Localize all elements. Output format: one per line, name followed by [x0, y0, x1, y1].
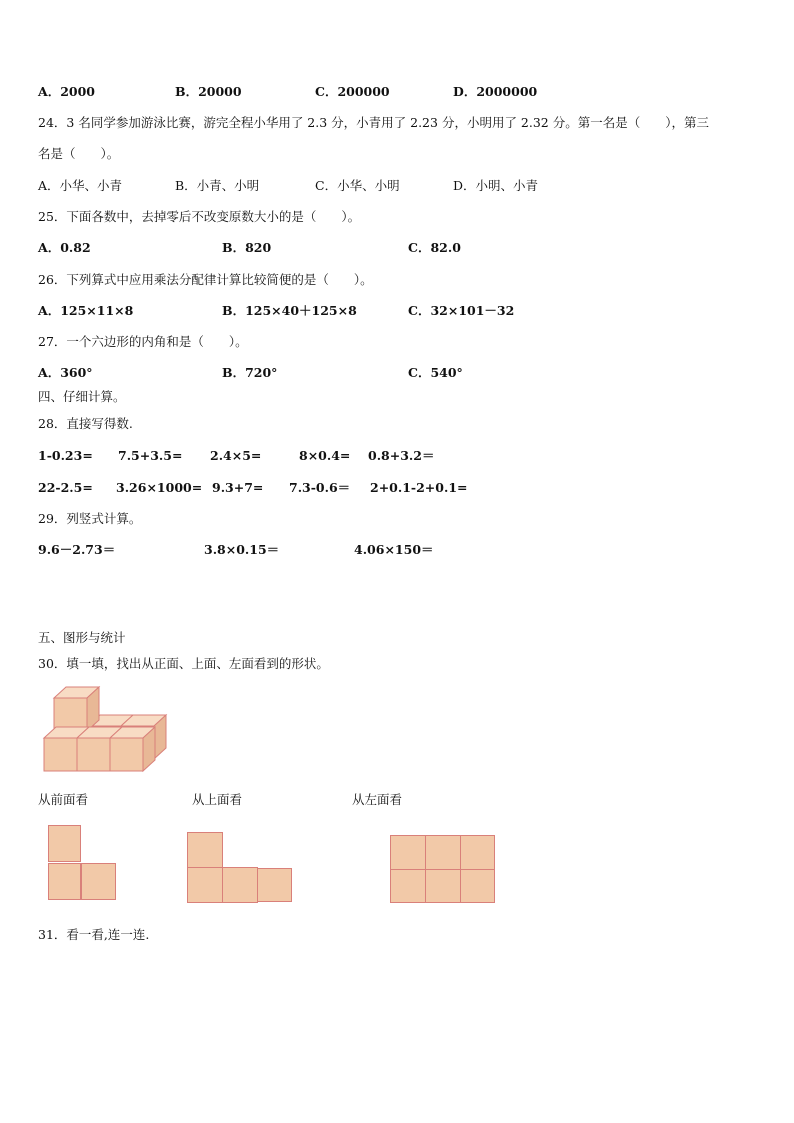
- q24-question-line1: 24．3 名同学参加游泳比赛，游完全程小华用了 2.3 分，小青用了 2.23 分，小明用了 2.32 分。第一名是（ ），第三: [38, 115, 709, 130]
- q25-option-b: B．820: [222, 240, 272, 255]
- label-front-view: 从前面看: [38, 792, 89, 807]
- section4-title: 四、仔细计算。: [38, 389, 126, 404]
- q24-option-d: D．小明、小青: [453, 178, 539, 193]
- view-square: [391, 836, 426, 870]
- q29-item2: 3.8×0.15＝: [204, 542, 280, 557]
- q25-option-a: A．0.82: [38, 240, 91, 255]
- q30-question: 30．填一填，找出从正面、上面、左面看到的形状。: [38, 656, 329, 671]
- q31-question: 31．看一看,连一连.: [38, 927, 150, 942]
- label-top-view: 从上面看: [192, 792, 243, 807]
- q28-r1-item5: 0.8+3.2＝: [368, 448, 435, 463]
- q24-question-line2: 名是（ ）。: [38, 146, 120, 161]
- q26-question: 26．下列算式中应用乘法分配律计算比较简便的是（ ）。: [38, 272, 373, 287]
- view-square: [461, 870, 495, 903]
- q29-question: 29．列竖式计算。: [38, 511, 142, 526]
- q28-r2-item5: 2+0.1-2+0.1=: [370, 480, 468, 495]
- view-square: [461, 836, 495, 870]
- q24-option-b: B．小青、小明: [175, 178, 260, 193]
- view-square: [188, 833, 223, 868]
- q28-r2-item4: 7.3-0.6＝: [289, 480, 351, 495]
- view-square: [49, 826, 81, 862]
- q28-r2-item3: 9.3+7=: [212, 480, 264, 495]
- top-view-shape: [187, 832, 295, 904]
- view-square: [391, 870, 426, 903]
- q27-option-c: C．540°: [408, 365, 463, 380]
- view-square: [82, 864, 116, 900]
- section5-title: 五、图形与统计: [38, 630, 126, 645]
- q27-question: 27．一个六边形的内角和是（ ）。: [38, 334, 248, 349]
- q28-r2-item2: 3.26×1000=: [116, 480, 203, 495]
- q28-question: 28．直接写得数.: [38, 416, 133, 431]
- q25-option-c: C．82.0: [408, 240, 461, 255]
- view-square: [258, 869, 292, 902]
- q28-r1-item2: 7.5+3.5=: [118, 448, 183, 463]
- q26-option-a: A．125×11×8: [38, 303, 134, 318]
- q27-option-a: A．360°: [38, 365, 93, 380]
- q28-r1-item1: 1-0.23=: [38, 448, 93, 463]
- left-view-shape: [390, 835, 498, 905]
- view-square: [49, 864, 81, 900]
- view-square: [426, 870, 461, 903]
- q26-option-c: C．32×101－32: [408, 303, 515, 318]
- q24-option-c: C．小华、小明: [315, 178, 400, 193]
- view-square: [426, 836, 461, 870]
- front-view-shape: [48, 825, 118, 901]
- q26-option-b: B．125×40＋125×8: [222, 303, 357, 318]
- q23-option-d: D．2000000: [453, 84, 538, 99]
- q27-option-b: B．720°: [222, 365, 278, 380]
- view-square: [223, 868, 258, 903]
- q25-question: 25．下面各数中，去掉零后不改变原数大小的是（ ）。: [38, 209, 361, 224]
- cube-stack-figure: [40, 682, 175, 776]
- cube-front-face: [110, 738, 143, 771]
- q29-item1: 9.6－2.73＝: [38, 542, 116, 557]
- cube-front-face: [77, 738, 110, 771]
- q24-option-a: A．小华、小青: [38, 178, 123, 193]
- q23-option-b: B．20000: [175, 84, 242, 99]
- q23-option-a: A．2000: [38, 84, 95, 99]
- q29-item3: 4.06×150＝: [354, 542, 434, 557]
- q28-r1-item3: 2.4×5=: [210, 448, 262, 463]
- view-square: [188, 868, 223, 903]
- q28-r1-item4: 8×0.4=: [299, 448, 351, 463]
- cube-front-face: [54, 698, 87, 731]
- cube-front-face: [44, 738, 77, 771]
- label-left-view: 从左面看: [352, 792, 403, 807]
- q28-r2-item1: 22-2.5=: [38, 480, 93, 495]
- q23-option-c: C．200000: [315, 84, 390, 99]
